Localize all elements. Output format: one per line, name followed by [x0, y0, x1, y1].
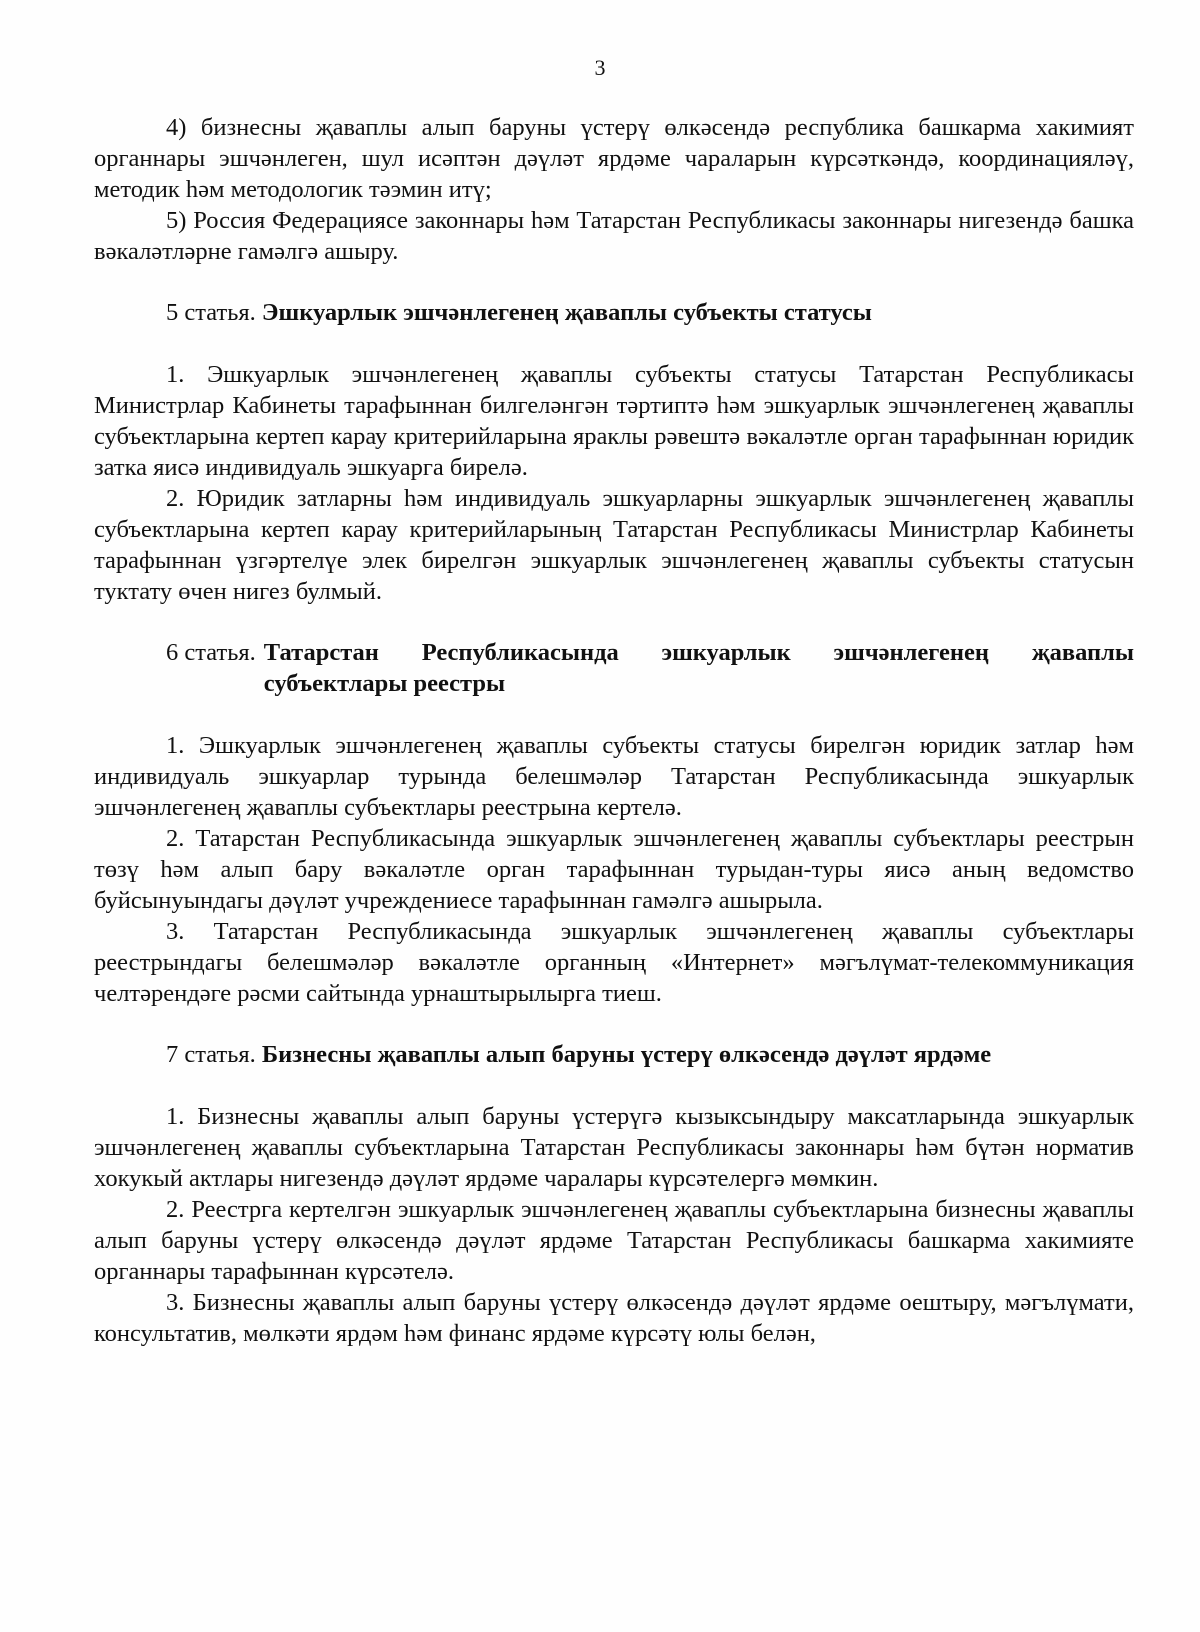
article-7-title: Бизнесны җаваплы алып баруны үстерү өлкәсендә дәүләт ярдәме — [261, 1041, 992, 1068]
paragraph-article4-item5: 5) Россия Федерациясе законнары һәм Татарстан Республикасы законнары нигезендә башка вәкаләтләрне гамәлгә ашыру. — [94, 207, 1134, 265]
paragraph-article6-item3: 3. Татарстан Республикасында эшкуарлык эшчәнлегенең җаваплы субъектлары реестрындагы белешмәләр вәкаләтле органның «Интернет» мәгълүмат-телекоммуникация челтәрендәге рәсми сайтында урнаштырылырга тиеш. — [94, 918, 1134, 1007]
paragraph-article5-item1: 1. Эшкуарлык эшчәнлегенең җаваплы субъекты статусы Татарстан Республикасы Министрлар Кабинеты тарафыннан билгеләнгән тәртиптә һәм эшкуарлык эшчәнлегенең җаваплы субъектларына кертеп карау критерийларына яраклы рәвештә вәкаләтле орган тарафыннан юридик затка яисә индивидуаль эшкуарга бирелә. — [94, 361, 1134, 481]
paragraph-article4-item4: 4) бизнесны җаваплы алып баруны үстерү өлкәсендә республика башкарма хакимият органнары эшчәнлеген, шул исәптән дәүләт ярдәме чараларын күрсәткәндә, координацияләү, методик һәм методологик тәэмин итү; — [94, 114, 1134, 203]
document-body — [94, 112, 1134, 1349]
page-number: 3 — [594, 55, 606, 80]
article-7-heading — [94, 1039, 1134, 1070]
paragraph-article7-item1: 1. Бизнесны җаваплы алып баруны үстерүгә кызыксындыру максатларында эшкуарлык эшчәнлегенең җаваплы субъектларына Татарстан Республикасы законнары һәм бүтән норматив хокукый актлары нигезендә дәүләт ярдәме чаралары күрсәтелергә мөмкин. — [94, 1103, 1134, 1192]
paragraph-article7-item3: 3. Бизнесны җаваплы алып баруны үстерү өлкәсендә дәүләт ярдәме оештыру, мәгълүмати, консультатив, мөлкәти ярдәм һәм финанс ярдәме күрсәтү юлы белән, — [94, 1289, 1134, 1347]
paragraph-article6-item2: 2. Татарстан Республикасында эшкуарлык эшчәнлегенең җаваплы субъектлары реестрын төзү һәм алып бару вәкаләтле орган тарафыннан турыдан-туры яисә аның ведомство буйсынуындагы дәүләт учреждениесе тарафыннан гамәлгә ашырыла. — [94, 825, 1134, 914]
paragraph-article5-item2: 2. Юридик затларны һәм индивидуаль эшкуарларны эшкуарлык эшчәнлегенең җаваплы субъектларына кертеп карау критерийларының Татарстан Республикасы Министрлар Кабинеты тарафыннан үзгәртелүе элек бирелгән эшкуарлык эшчәнлегенең җаваплы субъекты статусын туктату өчен нигез булмый. — [94, 485, 1134, 605]
article-6-heading — [94, 637, 1134, 699]
article-6-title: Татарстан Республикасында эшкуарлык эшчәнлегенең җаваплы субъектлары реестры — [263, 639, 1134, 697]
paragraph-article6-item1: 1. Эшкуарлык эшчәнлегенең җаваплы субъекты статусы бирелгән юридик затлар һәм индивидуаль эшкуарлар турында белешмәләр Татарстан Республикасында эшкуарлык эшчәнлегенең җаваплы субъектлары реестрына кертелә. — [94, 732, 1134, 821]
article-5-title: Эшкуарлык эшчәнлегенең җаваплы субъекты статусы — [261, 299, 872, 326]
article-5-heading — [94, 297, 1134, 328]
article-6-number: 6 статья. — [166, 639, 256, 666]
paragraph-article7-item2: 2. Реестрга кертелгән эшкуарлык эшчәнлегенең җаваплы субъектларына бизнесны җаваплы алып баруны үстерү өлкәсендә дәүләт ярдәме Татарстан Республикасы башкарма хакимияте органнары тарафыннан күрсәтелә. — [94, 1196, 1134, 1285]
article-5-number: 5 статья. — [166, 299, 256, 326]
article-7-number: 7 статья. — [166, 1041, 256, 1068]
